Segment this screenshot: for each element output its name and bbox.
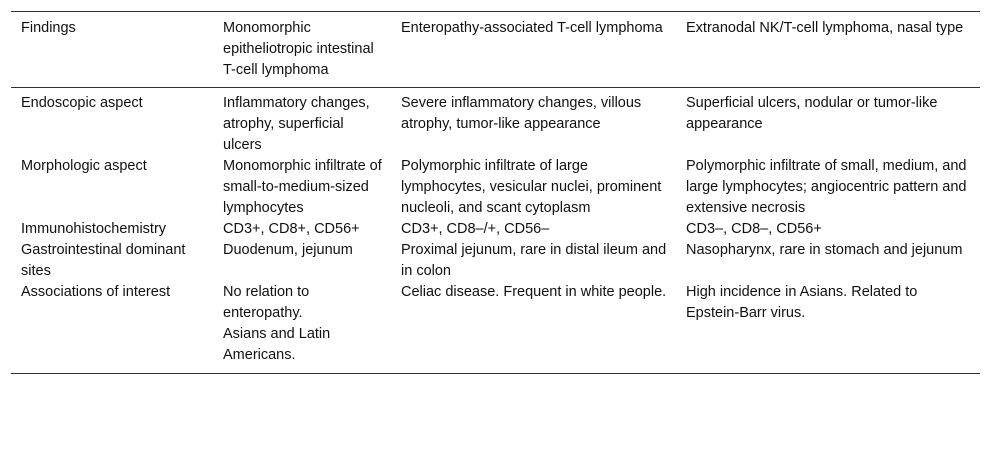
cell-meitl: Monomorphic infiltrate of small-to-medium-sized lymphocytes	[223, 158, 382, 216]
table-row	[11, 88, 980, 157]
cell-nkt: Superficial ulcers, nodular or tumor-like appearance	[686, 95, 938, 132]
header-row	[11, 12, 980, 88]
table-row	[11, 219, 980, 240]
header-eatl: Enteropathy-associated T-cell lymphoma	[401, 20, 663, 36]
cell-eatl: Proximal jejunum, rare in distal ileum and in colon	[401, 242, 667, 279]
cell-eatl: Celiac disease. Frequent in white people.	[401, 284, 667, 300]
table-row	[11, 282, 980, 374]
cell-finding: Morphologic aspect	[21, 158, 147, 174]
cell-eatl: Severe inflammatory changes, villous atrophy, tumor-like appearance	[401, 95, 642, 132]
cell-nkt: High incidence in Asians. Related to Epstein-Barr virus.	[686, 284, 918, 321]
cell-meitl: CD3+, CD8+, CD56+	[223, 221, 360, 237]
header-findings: Findings	[21, 20, 76, 36]
cell-meitl-line: No relation to enteropathy.	[223, 284, 310, 321]
cell-finding: Endoscopic aspect	[21, 95, 143, 111]
cell-eatl: CD3+, CD8–/+, CD56–	[401, 221, 550, 237]
cell-eatl: Polymorphic infiltrate of large lymphocytes, vesicular nuclei, prominent nucleoli, and scant cytoplasm	[401, 158, 662, 216]
table-row	[11, 156, 980, 219]
table-header	[11, 12, 980, 88]
cell-finding: Gastrointestinal dominant sites	[21, 242, 186, 279]
cell-nkt: Polymorphic infiltrate of small, medium, and large lymphocytes; angiocentric pattern and extensive necrosis	[686, 158, 967, 216]
cell-finding: Immunohistochemistry	[21, 221, 167, 237]
table-body	[11, 88, 980, 374]
cell-meitl: Duodenum, jejunum	[223, 242, 353, 258]
cell-nkt: Nasopharynx, rare in stomach and jejunum	[686, 242, 963, 258]
cell-meitl: Inflammatory changes, atrophy, superficial ulcers	[223, 95, 370, 153]
lymphoma-comparison-table-container	[11, 11, 980, 374]
cell-nkt: CD3–, CD8–, CD56+	[686, 221, 822, 237]
cell-finding: Associations of interest	[21, 284, 171, 300]
header-meitl: Monomorphic epitheliotropic intestinal T-cell lymphoma	[223, 20, 374, 78]
lymphoma-comparison-table	[11, 11, 980, 374]
cell-meitl-line: Asians and Latin Americans.	[223, 326, 331, 363]
table-row	[11, 240, 980, 282]
header-nkt: Extranodal NK/T-cell lymphoma, nasal type	[686, 20, 964, 36]
cell-meitl	[213, 282, 391, 374]
